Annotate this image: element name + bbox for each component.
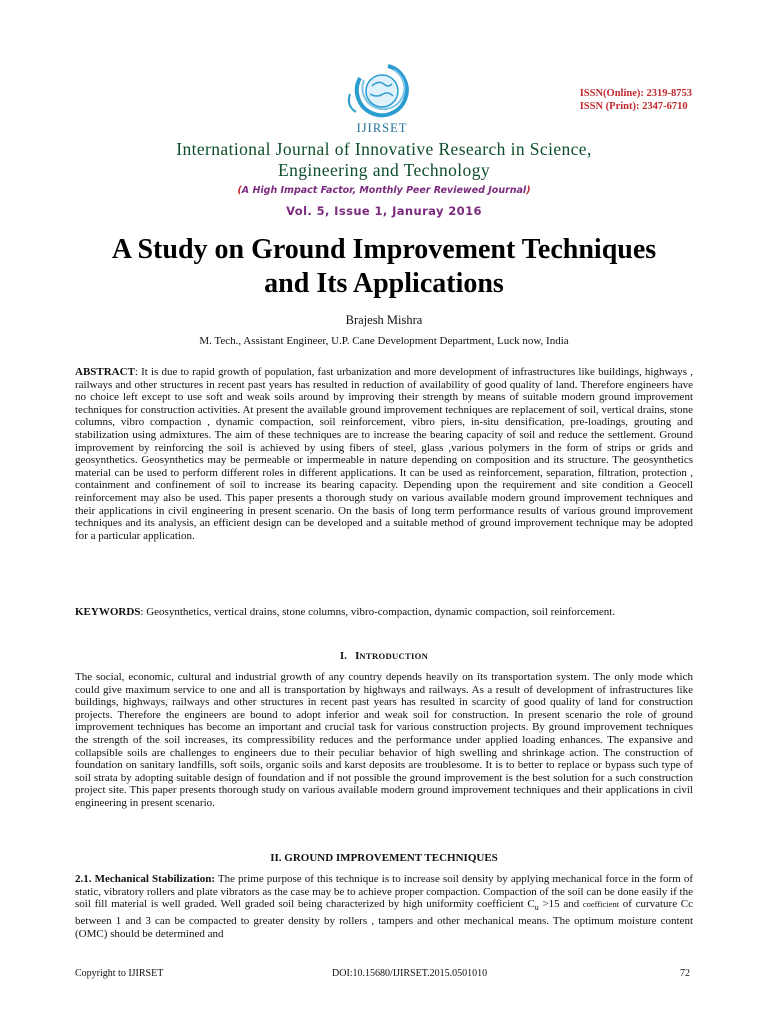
introduction-text: The social, economic, cultural and industrial growth of any country depends heavily on its transportation system. The only mode which could give maximum service to one and all is transportation by highways and railways. As a result of development of infrastructures like buildings, highways, railways and other structures in recent past years has resulted in scarcity of good quality of land for construction projects. Therefore the engineers are bound to adopt inferior and weak soil for construction. In present scenario the role of ground improvement techniques has become an important and crucial task for various construction projects. By ground improvement techniques the strength of the soil increases, its compressibility reduces and the performance under applied loading enhances. The expansive and collapsible soils are challenges to engineers due to their peculiar behavior of high swelling and shrinkage action. The construction of foundation on sanitary landfills, soft soils, organic soils and karst deposits are troublesome. It is to better to replace or bypass such type of soil strata by adopting suitable design of foundation and if not possible the ground improvement is the best solution for a such construction project site. This paper presents thorough study on various available modern ground improvement techniques and their applications in civil engineering in present scenario.: [75, 671, 693, 809]
journal-subtitle: (A High Impact Factor, Monthly Peer Reviewed Journal): [237, 185, 531, 196]
paper-title-line1: A Study on Ground Improvement Techniques: [111, 234, 657, 265]
paper-title-line2: and Its Applications: [264, 268, 504, 299]
footer-copyright: Copyright to IJIRSET: [75, 968, 164, 979]
issn-print: ISSN (Print): 2347-6710: [579, 100, 688, 112]
paper-title: [0, 233, 768, 301]
keywords: [75, 606, 693, 619]
mechanical-stabilization-text: 2.1. Mechanical Stabilization: The prime purpose of this technique is to increase soil density by applying mechanical force in the form of static, vibratory rollers and plate vibrators as the case may be to achieve proper compaction. Compaction of the soil can be done easily if the soil fill material is well graded. Well graded soil being characterized by high uniformity coefficient $C_u >15$ and coefficient of curvature Cc between 1 and 3 can be compacted to greater density by rollers , tampers and other mechanical means. The optimum moisture content (OMC) should be determined and: [75, 873, 694, 940]
volume-issue: Vol. 5, Issue 1, Januray 2016: [286, 204, 482, 218]
keywords-text: : Geosynthetics, vertical drains, stone columns, vibro-compaction, dynamic compaction, soil reinforcement.: [140, 606, 616, 618]
abstract-label: ABSTRACT: [75, 366, 135, 378]
author-affiliation: M. Tech., Assistant Engineer, U.P. Cane Development Department, Luck now, India: [199, 335, 569, 347]
journal-name: [0, 139, 768, 181]
journal-name-line1: International Journal of Innovative Research in Science,: [176, 139, 592, 159]
abstract: [75, 366, 693, 542]
issn-block: [580, 88, 692, 113]
author-name: Brajesh Mishra: [345, 313, 423, 327]
journal-name-line2: Engineering and Technology: [278, 160, 490, 180]
footer-page-number: 72: [680, 968, 690, 979]
section-heading-introduction: I. INTRODUCTION: [339, 650, 429, 662]
journal-logo: [330, 60, 434, 138]
subsection-label: 2.1. Mechanical Stabilization:: [75, 873, 215, 885]
issn-online: ISSN(Online): 2319-8753: [579, 88, 692, 99]
abstract-text: : It is due to rapid growth of population, fast urbanization and more development of infrastructures like buildings, highways , railways and other structures in recent past years has resulted in reduction of availability of good quality of land. Therefore engineers have no choice left except to use soft and weak soils around by improving their strength by means of suitable modern ground improvement techniques for construction activities. At present the available ground improvement techniques are replacement of soil, vertical drains, stone columns, vibro compaction , dynamic compaction, soil reinforcement, vibro piers, in-situ densification, pre-loadings, grouting and stabilization using admixtures. The aim of these techniques are to increase the bearing capacity of soil and reduce the settlement. Ground improvement by reinforcing the soil is achieved by using fibers of steel, glass ,various polymers in the form of strips or grids and geosynthetics. Geosynthetics may be permeable or impermeable in nature depending on composition and its structure. The geosynthetics material can be used to perform different roles in different applications. It can be used as reinforcement, separation, filtration, protection , containment and confinement of soil to increase its bearing capacity. Depending upon the requirement and site condition a Geocell reinforcement may also be used. This paper presents a thorough study on various available modern ground improvement techniques and their applications in civil engineering in present scenario. On the basis of long term performance results of various ground improvement techniques and its analysis, an efficient design can be developed and a suitable method of ground improvement technique may be adopted for a particular application.: [75, 366, 693, 542]
section-heading-ground-improvement: II. GROUND IMPROVEMENT TECHNIQUES: [270, 852, 498, 864]
svg-text:IJIRSET: IJIRSET: [356, 121, 408, 135]
footer-doi: DOI:10.15680/IJIRSET.2015.0501010: [332, 968, 488, 979]
keywords-label: KEYWORDS: [75, 606, 141, 618]
